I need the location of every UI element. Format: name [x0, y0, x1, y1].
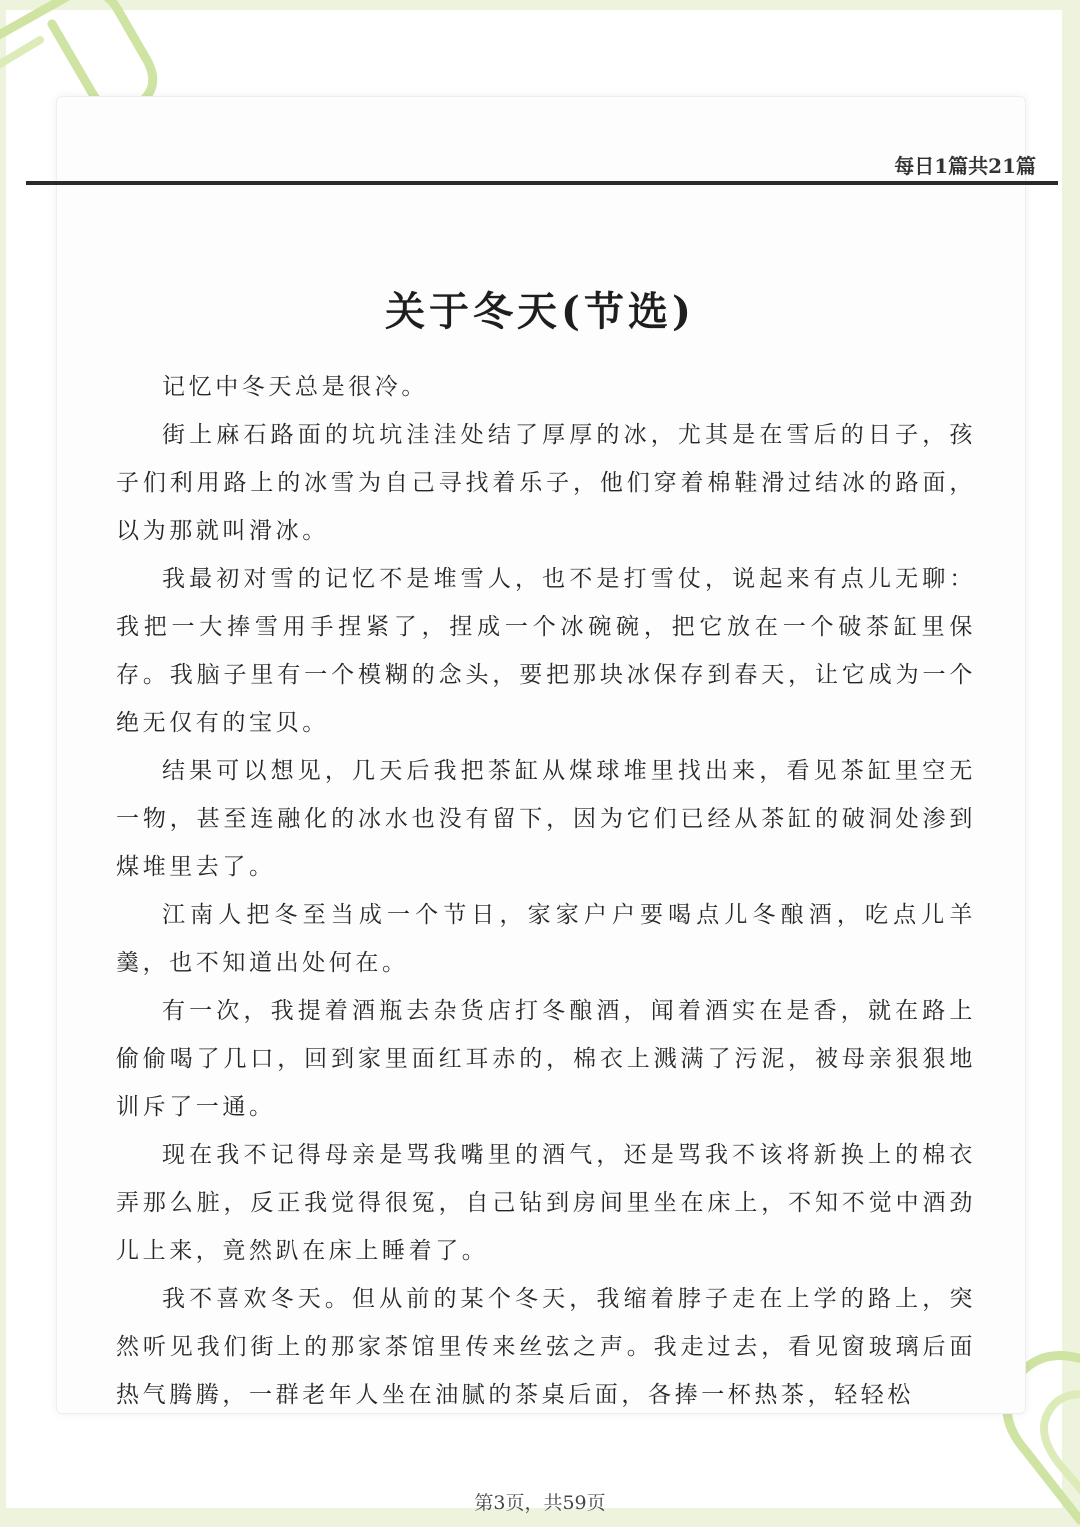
header-divider [26, 181, 1058, 185]
paragraph: 记忆中冬天总是很冷。 [162, 374, 428, 400]
paragraph: 结果可以想见，几天后我把茶缸从煤球堆里找出来，看见茶缸里空无一物，甚至连融化的冰水也没有留下，因为它们已经从茶缸的破洞处渗到煤堆里去了。 [116, 758, 976, 880]
paragraph: 我最初对雪的记忆不是堆雪人，也不是打雪仗，说起来有点儿无聊：我把一大捧雪用手捏紧了，捏成一个冰碗碗，把它放在一个破茶缸里保存。我脑子里有一个模糊的念头，要把那块冰保存到春天，让它成为一个绝无仅有的宝贝。 [116, 566, 976, 736]
series-label: 每日1篇共21篇 [894, 154, 1036, 178]
paragraph: 有一次，我提着酒瓶去杂货店打冬酿酒，闻着酒实在是香，就在路上偷偷喝了几口，回到家里面红耳赤的，棉衣上溅满了污泥，被母亲狠狠地训斥了一通。 [116, 998, 976, 1120]
paragraph: 江南人把冬至当成一个节日，家家户户要喝点儿冬酿酒，吃点儿羊羹，也不知道出处何在。 [116, 902, 976, 976]
article-title: 关于冬天(节选) [385, 288, 695, 335]
page-number: 第3页，共59页 [474, 1492, 606, 1514]
paragraph: 街上麻石路面的坑坑洼洼处结了厚厚的冰，尤其是在雪后的日子，孩子们利用路上的冰雪为自己寻找着乐子，他们穿着棉鞋滑过结冰的路面，以为那就叫滑冰。 [116, 422, 976, 544]
paragraph: 现在我不记得母亲是骂我嘴里的酒气，还是骂我不该将新换上的棉衣弄那么脏，反正我觉得很冤，自己钻到房间里坐在床上，不知不觉中酒劲儿上来，竟然趴在床上睡着了。 [116, 1142, 976, 1264]
paragraph: 我不喜欢冬天。但从前的某个冬天，我缩着脖子走在上学的路上，突然听见我们街上的那家茶馆里传来丝弦之声。我走过去，看见窗玻璃后面热气腾腾，一群老年人坐在油腻的茶桌后面，各捧一杯热茶，轻轻松 [116, 1286, 976, 1408]
article-body [116, 363, 976, 1413]
